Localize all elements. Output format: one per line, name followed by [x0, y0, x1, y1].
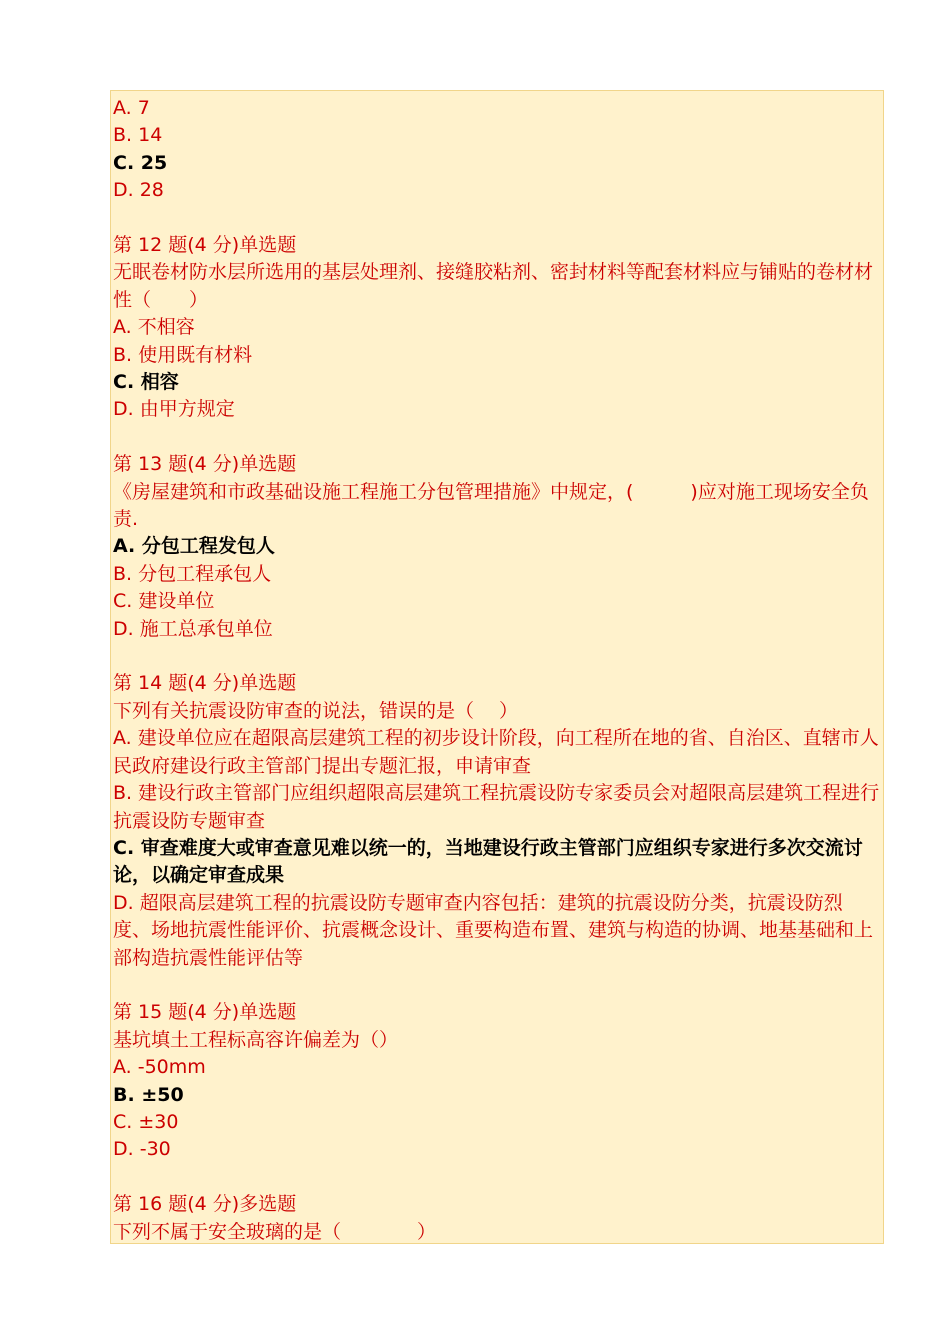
option-d: D. 由甲方规定 — [113, 398, 235, 421]
option-d: D. 施工总承包单位 — [113, 617, 273, 640]
option-d: D. 28 — [113, 179, 164, 202]
question-header: 第 12 题(4 分)单选题 — [113, 234, 297, 257]
spacer — [113, 424, 880, 451]
option-c-correct: C. 审查难度大或审查意见难以统一的，当地建设行政主管部门应组织专家进行多次交流讨论，以确定审查成果 — [113, 836, 863, 887]
option-c-correct: C. 25 — [113, 151, 168, 174]
option-a: A. 不相容 — [113, 316, 195, 339]
option-d: D. -30 — [113, 1138, 171, 1161]
option-c-correct: C. 相容 — [113, 371, 179, 394]
question-stem: 下列有关抗震设防审查的说法，错误的是（ ） — [113, 699, 519, 722]
question-12 — [113, 232, 880, 424]
option-b: B. 14 — [113, 124, 163, 147]
question-16 — [113, 1191, 880, 1244]
option-b: B. 分包工程承包人 — [113, 562, 272, 585]
spacer — [113, 972, 880, 999]
question-header: 第 13 题(4 分)单选题 — [113, 453, 297, 476]
question-14 — [113, 670, 880, 971]
option-a-correct: A. 分包工程发包人 — [113, 535, 275, 558]
spacer — [113, 643, 880, 670]
spacer — [113, 205, 880, 232]
question-header: 第 14 题(4 分)单选题 — [113, 672, 297, 695]
question-13 — [113, 451, 880, 643]
question-stem: 无眠卷材防水层所选用的基层处理剂、接缝胶粘剂、密封材料等配套材料应与铺贴的卷材材性（ ） — [113, 261, 874, 311]
question-panel — [110, 90, 884, 1244]
option-a: A. -50mm — [113, 1056, 206, 1079]
question-15 — [113, 999, 880, 1163]
option-b-correct: B. ±50 — [113, 1083, 184, 1106]
question-header: 第 15 题(4 分)单选题 — [113, 1001, 297, 1024]
option-b: B. 使用既有材料 — [113, 343, 253, 366]
question-stem: 基坑填土工程标高容许偏差为（） — [113, 1028, 399, 1051]
spacer — [113, 1164, 880, 1191]
option-b: B. 建设行政主管部门应组织超限高层建筑工程抗震设防专家委员会对超限高层建筑工程进行抗震设防专题审查 — [113, 782, 880, 832]
option-c: C. ±30 — [113, 1110, 179, 1133]
option-c: C. 建设单位 — [113, 590, 215, 613]
option-a: A. 建设单位应在超限高层建筑工程的初步设计阶段，向工程所在地的省、自治区、直辖市人民政府建设行政主管部门提出专题汇报，申请审查 — [113, 727, 879, 777]
intro-options — [113, 95, 880, 205]
option-d: D. 超限高层建筑工程的抗震设防专题审查内容包括：建筑的抗震设防分类，抗震设防烈度、场地抗震性能评价、抗震概念设计、重要构造布置、建筑与构造的协调、地基基础和上部构造抗震性能评估等 — [113, 891, 874, 969]
question-header: 第 16 题(4 分)多选题 — [113, 1193, 297, 1216]
option-a: A. 7 — [113, 97, 150, 119]
question-stem: 《房屋建筑和市政基础设施工程施工分包管理措施》中规定，( )应对施工现场安全负责. — [113, 480, 869, 531]
question-stem: 下列不属于安全玻璃的是（ ） — [113, 1220, 437, 1243]
